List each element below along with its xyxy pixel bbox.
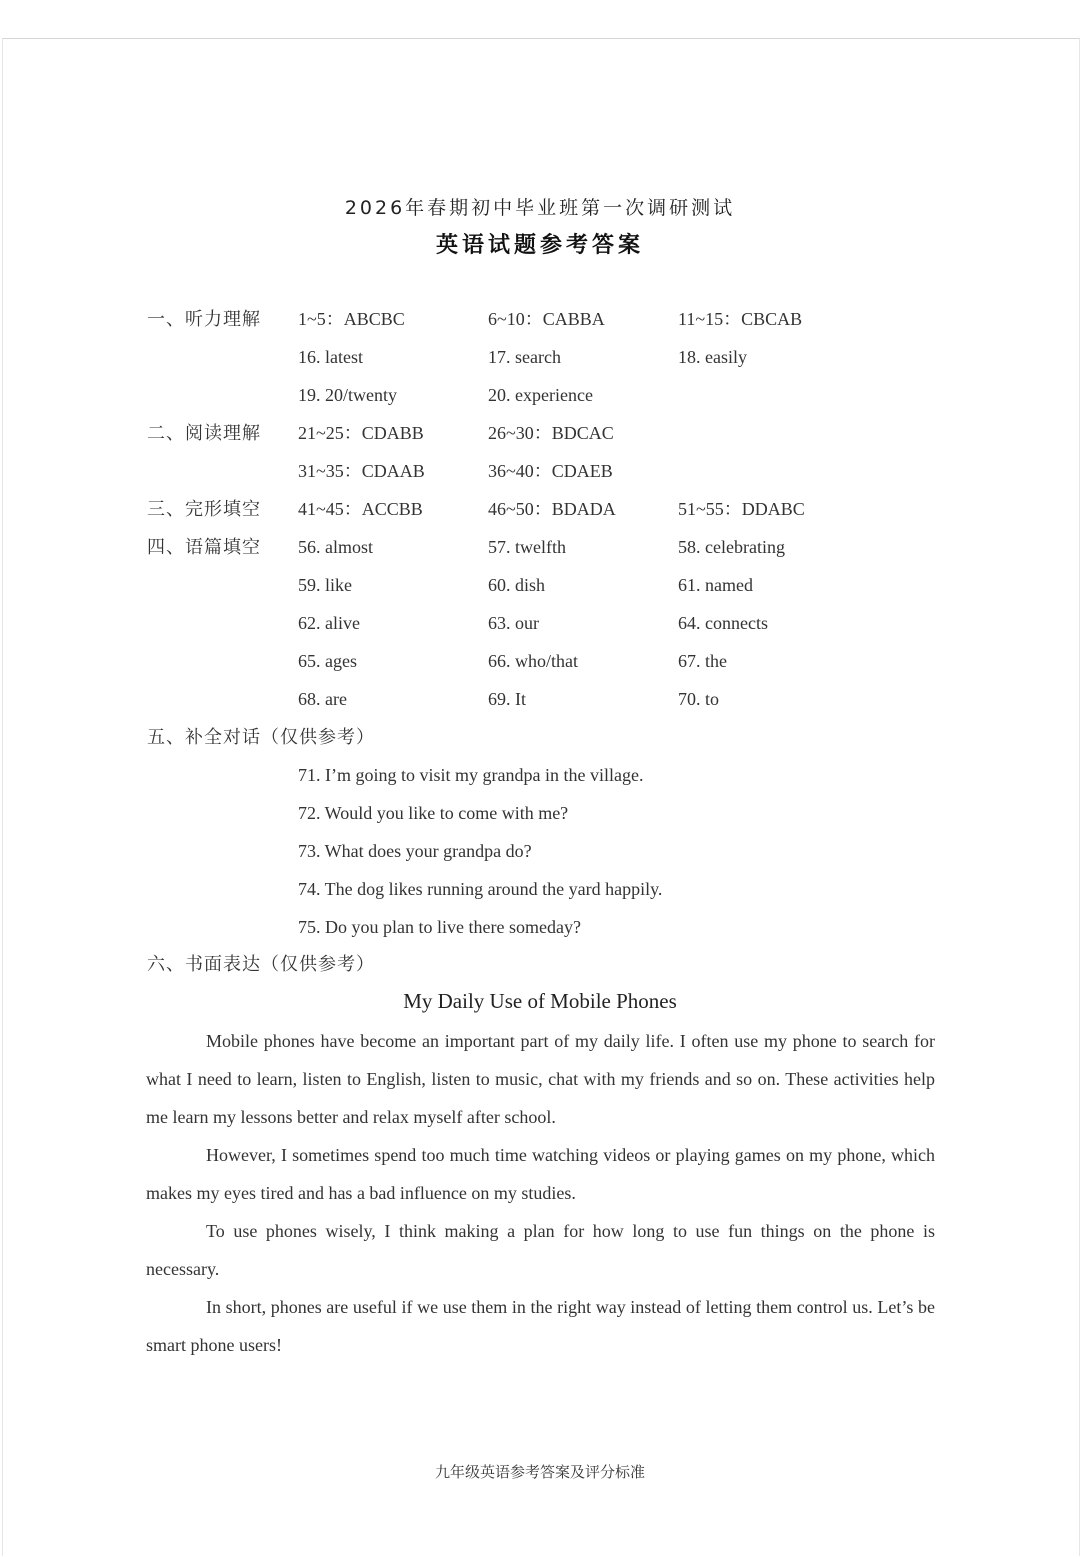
answer-item: 17. search	[488, 347, 561, 367]
answer-item: 65. ages	[298, 651, 357, 671]
dialogue-line: 72. Would you like to come with me?	[298, 803, 569, 823]
answer-item: 21~25：CDABB	[298, 423, 424, 443]
answer-item: 59. like	[298, 575, 352, 595]
section-listening-label: 一、听力理解	[147, 309, 261, 329]
answer-item: 26~30：BDCAC	[488, 423, 614, 443]
answer-item: 1~5：ABCBC	[298, 309, 405, 329]
answer-item: 67. the	[678, 651, 727, 671]
section-passage-fill-label: 四、语篇填空	[147, 537, 261, 557]
answer-item: 20. experience	[488, 385, 593, 405]
answer-item: 11~15：CBCAB	[678, 309, 803, 329]
essay-paragraph: However, I sometimes spend too much time watching videos or playing games on my phone, which makes my eyes tired and has a bad influence on my studies.	[146, 1145, 935, 1203]
answer-item: 58. celebrating	[678, 537, 785, 557]
essay-paragraph: To use phones wisely, I think making a plan for how long to use fun things on the phone is necessary.	[146, 1221, 935, 1279]
section-reading-label: 二、阅读理解	[147, 423, 261, 443]
section-dialogue-label: 五、补全对话（仅供参考）	[147, 727, 375, 747]
answer-item: 66. who/that	[488, 651, 578, 671]
essay-paragraph: Mobile phones have become an important part of my daily life. I often use my phone to search for what I need to learn, listen to English, listen to music, chat with my friends and so on. These activities help me learn my lessons better and relax myself after school.	[146, 1031, 935, 1127]
answer-item: 31~35：CDAAB	[298, 461, 425, 481]
section-cloze-label: 三、完形填空	[147, 499, 261, 519]
answer-item: 63. our	[488, 613, 539, 633]
dialogue-line: 75. Do you plan to live there someday?	[298, 917, 581, 937]
answer-item: 46~50：BDADA	[488, 499, 616, 519]
answer-item: 61. named	[678, 575, 753, 595]
answer-item: 60. dish	[488, 575, 546, 595]
document-title: 2026年春期初中毕业班第一次调研测试	[344, 197, 736, 219]
essay-body	[146, 1022, 935, 1364]
answer-item: 41~45：ACCBB	[298, 499, 423, 519]
section-writing-label: 六、书面表达（仅供参考）	[147, 954, 375, 974]
answer-item: 70. to	[678, 689, 720, 709]
answer-item: 36~40：CDAEB	[488, 461, 613, 481]
answer-item: 62. alive	[298, 613, 360, 633]
essay-paragraph: In short, phones are useful if we use them in the right way instead of letting them control us. Let’s be smart phone users!	[146, 1297, 935, 1355]
answer-item: 16. latest	[298, 347, 363, 367]
answer-item: 18. easily	[678, 347, 747, 367]
answer-item: 19. 20/twenty	[298, 385, 397, 405]
essay-title: My Daily Use of Mobile Phones	[403, 989, 677, 1013]
dialogue-line: 71. I’m going to visit my grandpa in the village.	[298, 765, 644, 785]
answer-item: 6~10：CABBA	[488, 309, 605, 329]
answer-item: 51~55：DDABC	[678, 499, 805, 519]
answer-item: 69. It	[488, 689, 526, 709]
answer-item: 57. twelfth	[488, 537, 566, 557]
document-subtitle: 英语试题参考答案	[435, 233, 644, 258]
page-footer: 九年级英语参考答案及评分标准	[434, 1463, 645, 1481]
answer-item: 56. almost	[298, 537, 373, 557]
dialogue-line: 74. The dog likes running around the yard happily.	[298, 879, 663, 899]
dialogue-line: 73. What does your grandpa do?	[298, 841, 532, 861]
answer-item: 64. connects	[678, 613, 768, 633]
answer-item: 68. are	[298, 689, 347, 709]
